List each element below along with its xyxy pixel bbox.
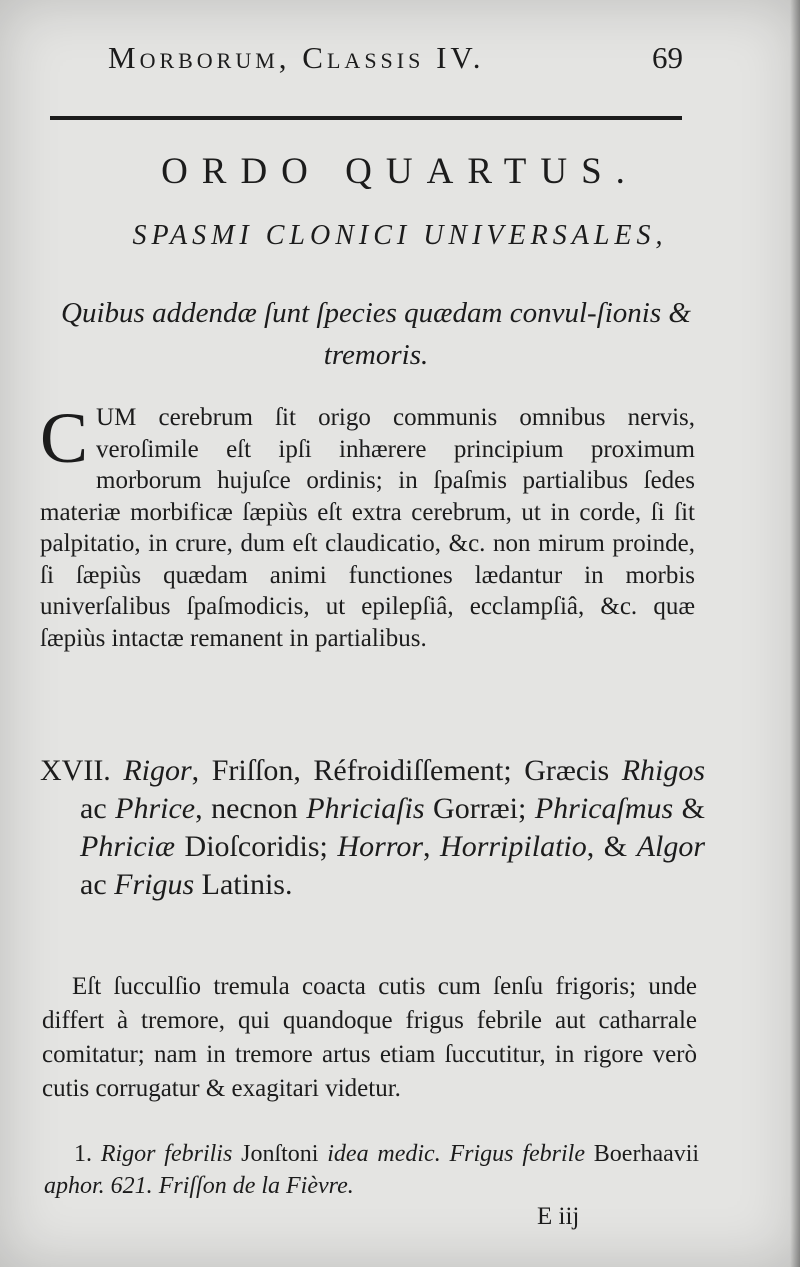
word-latinis: Latinis. bbox=[201, 868, 293, 901]
page-number: 69 bbox=[652, 40, 683, 75]
reference-note bbox=[44, 1138, 699, 1202]
term-refroidissement: Réfroidiſſement bbox=[313, 754, 504, 787]
term-frisson: Friſſon bbox=[211, 754, 294, 787]
ref-idea-medic: idea medic. bbox=[327, 1141, 441, 1167]
author-dioscoridis: Dioſcoridis bbox=[184, 830, 320, 863]
term-horripilatio: Horripilatio bbox=[440, 830, 587, 863]
term-frigus: Frigus bbox=[114, 868, 195, 901]
ref-aphor: aphor. 621. bbox=[44, 1173, 153, 1199]
intro-paragraph-text: cerebrum ſit origo communis omnibus nervis, veroſimile eſt ipſi inhærere principium proximum morborum hujuſce ordinis; in ſpaſmis partialibus ſedes materiæ morbificæ ſæpiùs eſt extra cerebrum, ut in corde, ſi ſit palpitatio, in crure, dum eſt claudicatio, &c. non mirum proinde, ſi ſæpiùs quædam animi functiones lædantur in morbis univerſalibus ſpaſmodicis, ut epilepſiâ, ecclampſiâ, &c. quæ ſæpiùs intactæ remanent in partialibus. bbox=[40, 404, 695, 652]
definition-paragraph: Eſt ſucculſio tremula coacta cutis cum ſenſu frigoris; unde differt à tremore, qui quandoque frigus febrile aut catharrale comitatur; nam in tremore artus etiam ſuccutitur, in rigore verò cutis corrugatur & exagitari videtur. bbox=[42, 973, 697, 1102]
signature-mark: E iij bbox=[537, 1203, 580, 1230]
word-ac: ac bbox=[80, 868, 107, 901]
drop-cap: C bbox=[40, 398, 89, 478]
word-graecis: Græcis bbox=[524, 754, 610, 787]
term-horror: Horror bbox=[337, 830, 423, 863]
term-rigor: Rigor bbox=[123, 754, 192, 787]
term-phrice: Phrice bbox=[115, 792, 196, 825]
ampersand: & bbox=[603, 830, 628, 863]
page-header bbox=[108, 40, 683, 84]
running-head: Morborum, Classis IV. bbox=[108, 40, 485, 75]
ref-boerhaavii: Boerhaavii bbox=[593, 1141, 700, 1167]
term-rhigos: Rhigos bbox=[621, 754, 706, 787]
term-phriciasis: Phriciaſis bbox=[306, 792, 425, 825]
section-description: Quibus addendæ ſunt ſpecies quædam convul-ſionis & tremoris. bbox=[61, 297, 691, 371]
small-caps-word: UM bbox=[96, 404, 137, 431]
ref-frisson-fievre: Friſſon de la Fièvre. bbox=[158, 1173, 354, 1199]
term-phricasmus: Phricaſmus bbox=[534, 792, 674, 825]
species-entry: XVII. Rigor, Friſſon, Réfroidiſſement; Græcis Rhigos ac Phrice, necnon Phriciaſis Gorræi; Phricaſmus & Phriciæ Dioſcoridis; Horror, Horripilatio, & Algor ac Frigus Latinis. bbox=[40, 754, 706, 901]
term-phriciae: Phriciæ bbox=[80, 830, 175, 863]
word-ac: ac bbox=[80, 792, 107, 825]
word-necnon: necnon bbox=[211, 792, 298, 825]
section-subtitle: SPASMI CLONICI UNIVERSALES, bbox=[132, 220, 668, 251]
ampersand: & bbox=[681, 792, 706, 825]
species-number: XVII. bbox=[40, 754, 111, 787]
ref-rigor-febrilis: Rigor febrilis bbox=[100, 1141, 233, 1167]
note-number: 1. bbox=[74, 1141, 92, 1167]
section-title: ORDO QUARTUS. bbox=[161, 151, 639, 192]
header-rule bbox=[50, 116, 682, 120]
intro-paragraph bbox=[40, 398, 695, 654]
ref-frigus-febrile: Frigus febrile bbox=[449, 1141, 585, 1167]
term-algor: Algor bbox=[636, 830, 706, 863]
author-gorraei: Gorræi bbox=[433, 792, 519, 825]
ref-jonstoni: Jonſtoni bbox=[241, 1141, 319, 1167]
